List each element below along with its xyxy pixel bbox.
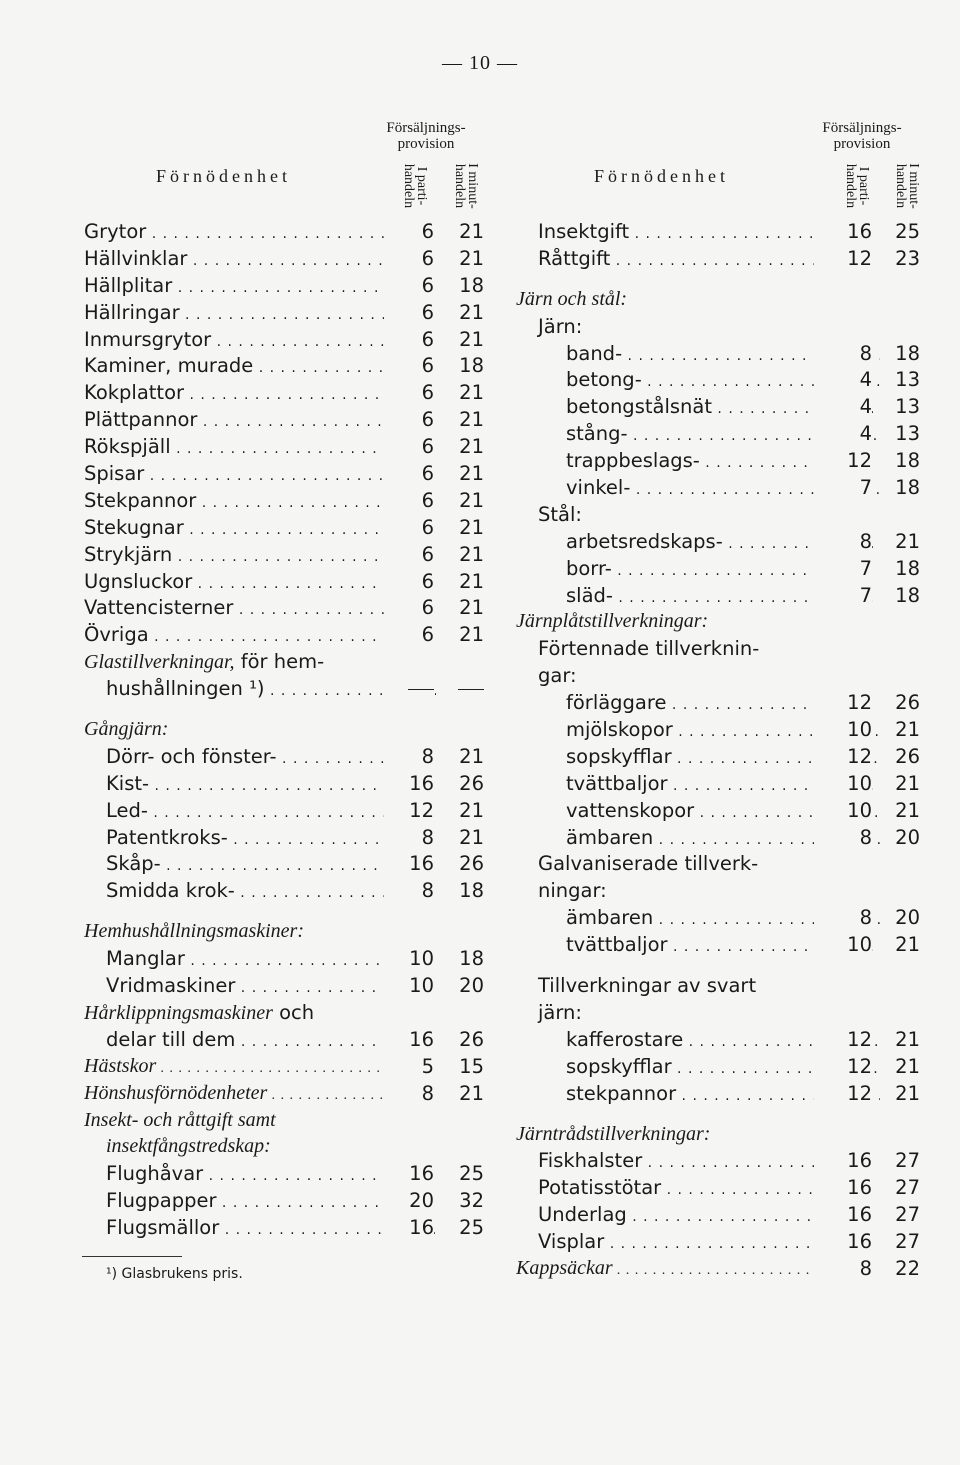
row-label: Tillverkningar av svart (538, 974, 757, 998)
wholesale-value: 20 (384, 1187, 434, 1214)
wholesale-value: 4 (814, 366, 872, 393)
table-row (516, 824, 926, 851)
retail-value: 21 (880, 1080, 920, 1107)
row-label: Galvaniserade tillverk- (538, 852, 759, 876)
wholesale-value: 6 (384, 379, 434, 406)
retail-value: 21 (444, 568, 484, 595)
table-row (84, 433, 484, 460)
wholesale-value: 16 (384, 1214, 434, 1241)
row-label: Manglar . . . (84, 945, 436, 975)
table-row (516, 1026, 926, 1053)
table-row (516, 904, 926, 931)
retail-value: 21 (444, 245, 484, 272)
wholesale-value: 6 (384, 541, 434, 568)
retail-value: 21 (444, 299, 484, 326)
retail-value: 21 (444, 743, 484, 770)
row-label: Råttgift . . . (516, 245, 856, 275)
wholesale-value: 10 (814, 931, 872, 958)
row-label: Flugpapper . . . (84, 1187, 436, 1217)
table-row (516, 474, 926, 501)
row-label: Potatisstötar . . . (516, 1174, 856, 1204)
row-label: mjölskopor . . . (516, 716, 884, 746)
retail-value: 21 (444, 621, 484, 648)
row-label: Underlag . . . (516, 1201, 856, 1231)
retail-value: 25 (444, 1160, 484, 1187)
table-row (84, 1026, 484, 1053)
wholesale-value: 6 (384, 352, 434, 379)
row-label: Hästskor . . . (84, 1053, 414, 1082)
wholesale-value: 10 (384, 945, 434, 972)
table-row (84, 568, 484, 595)
retail-value: 18 (880, 340, 920, 367)
table-row (84, 379, 484, 406)
retail-value: 22 (880, 1255, 920, 1282)
wholesale-value: 10 (384, 972, 434, 999)
section-heading (516, 850, 926, 877)
row-label: Skåp- . . . (84, 850, 436, 880)
table-row (516, 393, 926, 420)
table-row (516, 1174, 926, 1201)
table-row (84, 1187, 484, 1214)
row-label: Rökspjäll . . . (84, 433, 414, 463)
retail-value: 26 (444, 770, 484, 797)
row-label: Hemhushållningsmaskiner: (84, 920, 304, 943)
row-label: Hårklippningsmaskiner och (84, 1000, 315, 1024)
row-label: Flughåvar . . . (84, 1160, 436, 1190)
retail-value: 32 (444, 1187, 484, 1214)
wholesale-value: 8 (814, 1255, 872, 1282)
row-label: kafferostare . . . (516, 1026, 884, 1056)
section-heading (84, 648, 484, 675)
retail-value: 20 (880, 904, 920, 931)
wholesale-value: 6 (384, 460, 434, 487)
wholesale-value: 12 (814, 1080, 872, 1107)
retail-value: 26 (444, 850, 484, 877)
wholesale-value: 8 (814, 824, 872, 851)
table-row (84, 1053, 484, 1080)
row-label: tvättbaljor . . . (516, 770, 884, 800)
table-row (516, 555, 926, 582)
row-label: Järntrådstillverkningar: (516, 1122, 711, 1145)
wholesale-value: 6 (384, 326, 434, 353)
section-heading (84, 918, 484, 945)
wholesale-value: 10 (814, 716, 872, 743)
table-row (84, 1080, 484, 1107)
wholesale-value: 7 (814, 474, 872, 501)
wholesale-value: 16 (384, 850, 434, 877)
row-label: Järn: (538, 314, 583, 338)
wholesale-value: 12 (814, 447, 872, 474)
row-label: släd- . . . (516, 582, 884, 612)
retail-value: 13 (880, 420, 920, 447)
retail-value: 21 (444, 379, 484, 406)
retail-value: 18 (880, 474, 920, 501)
retail-column-header: I minut- handeln (893, 163, 921, 209)
table-row (516, 340, 926, 367)
wholesale-value: 6 (384, 245, 434, 272)
row-label: trappbeslags- . . . (516, 447, 884, 477)
row-label: Fiskhalster . . . (516, 1147, 856, 1177)
row-label: gar: (538, 664, 577, 688)
wholesale-value: 12 (384, 797, 434, 824)
wholesale-value: 6 (384, 568, 434, 595)
row-label: betong- . . . (516, 366, 884, 396)
table-row (84, 877, 484, 904)
table-row (516, 770, 926, 797)
retail-value: 15 (444, 1053, 484, 1080)
row-label: Visplar . . . (516, 1228, 856, 1258)
section-heading (516, 972, 926, 999)
retail-value: 21 (880, 931, 920, 958)
retail-column-header: I minut- handeln (452, 163, 480, 209)
wholesale-value: 4 (814, 393, 872, 420)
table-row (516, 716, 926, 743)
table-row (84, 770, 484, 797)
wholesale-value: 6 (384, 514, 434, 541)
retail-value: 18 (444, 945, 484, 972)
table-row (516, 420, 926, 447)
section-heading (516, 608, 926, 635)
row-label: Dörr- och fönster- . . . (84, 743, 436, 773)
retail-value: 21 (444, 218, 484, 245)
row-label: Stekugnar . . . (84, 514, 414, 544)
wholesale-value: 8 (384, 877, 434, 904)
row-label: Spisar . . . (84, 460, 414, 490)
retail-value: 21 (880, 797, 920, 824)
retail-value: 26 (880, 743, 920, 770)
retail-value: 27 (880, 1147, 920, 1174)
table-row (84, 326, 484, 353)
wholesale-value: 16 (814, 1174, 872, 1201)
row-label: vattenskopor . . . (516, 797, 884, 827)
page-number: — 10 — (442, 52, 518, 74)
retail-value: 13 (880, 393, 920, 420)
item-column-header: Förnödenhet (156, 166, 291, 186)
row-label: Kist- . . . (84, 770, 436, 800)
table-row (84, 621, 484, 648)
provision-header: Försäljnings- provision (386, 120, 466, 152)
row-label: band- . . . (516, 340, 884, 370)
retail-value: 27 (880, 1228, 920, 1255)
wholesale-value: 4 (814, 420, 872, 447)
table-row (516, 447, 926, 474)
table-row (516, 528, 926, 555)
wholesale-value: 10 (814, 797, 872, 824)
row-label: Hällplitar . . . (84, 272, 414, 302)
section-heading (516, 501, 926, 528)
retail-value: 13 (880, 366, 920, 393)
wholesale-value: 6 (384, 272, 434, 299)
table-row (516, 1201, 926, 1228)
table-row (516, 218, 926, 245)
wholesale-value: 12 (814, 1053, 872, 1080)
table-row (84, 1214, 484, 1241)
wholesale-value: 16 (814, 218, 872, 245)
retail-value: 21 (880, 1026, 920, 1053)
row-label: delar till dem . . . (84, 1026, 436, 1056)
retail-value: 18 (444, 352, 484, 379)
item-column-header: Förnödenhet (594, 166, 729, 186)
row-label: förläggare . . . (516, 689, 884, 719)
row-label: Led- . . . (84, 797, 436, 827)
table-row (516, 366, 926, 393)
row-label: Järn och stål: (516, 287, 628, 310)
wholesale-column-header: I parti- handeln (843, 163, 871, 209)
provision-header: Försäljnings- provision (822, 120, 902, 152)
table-row (84, 272, 484, 299)
table-row (84, 299, 484, 326)
retail-value: 27 (880, 1174, 920, 1201)
row-label: stekpannor . . . (516, 1080, 884, 1110)
table-row (84, 972, 484, 999)
table-row (84, 594, 484, 621)
row-label: Glastillverkningar, för hem- (84, 650, 325, 674)
table-row (516, 743, 926, 770)
table-row (84, 743, 484, 770)
wholesale-value: 6 (384, 594, 434, 621)
row-label: Hällringar . . . (84, 299, 414, 329)
retail-value: 21 (880, 1053, 920, 1080)
table-row (516, 1228, 926, 1255)
retail-value: 18 (444, 272, 484, 299)
retail-value: 21 (880, 770, 920, 797)
row-label: ämbaren . . . (516, 904, 884, 934)
table-row (84, 514, 484, 541)
table-row (516, 1053, 926, 1080)
table-row (84, 406, 484, 433)
row-label: Hällvinklar . . . (84, 245, 414, 275)
table-row (84, 1160, 484, 1187)
table-row (516, 797, 926, 824)
wholesale-value: 8 (814, 340, 872, 367)
row-label: sopskyfflar . . . (516, 1053, 884, 1083)
table-row (84, 218, 484, 245)
retail-value: 23 (880, 245, 920, 272)
row-label: vinkel- . . . (516, 474, 884, 504)
row-label: Insektgift . . . (516, 218, 856, 248)
retail-value: 21 (444, 594, 484, 621)
retail-value: 21 (444, 541, 484, 568)
table-row (84, 797, 484, 824)
section-heading (516, 877, 926, 904)
wholesale-value: 16 (384, 770, 434, 797)
table-row (84, 945, 484, 972)
wholesale-value: 6 (384, 218, 434, 245)
retail-value: 21 (444, 1080, 484, 1107)
row-label: Kaminer, murade . . . (84, 352, 414, 382)
row-label: Övriga . . . (84, 621, 414, 651)
table-row (84, 824, 484, 851)
row-label: stång- . . . (516, 420, 884, 450)
retail-value: 26 (444, 1026, 484, 1053)
wholesale-value: 7 (814, 582, 872, 609)
section-heading (84, 999, 484, 1026)
wholesale-value: 16 (814, 1228, 872, 1255)
row-label: Gångjärn: (84, 718, 169, 741)
wholesale-value: 16 (384, 1160, 434, 1187)
section-heading (516, 662, 926, 689)
retail-value: 20 (444, 972, 484, 999)
table-row (516, 1255, 926, 1282)
row-label: Vridmaskiner . . . (84, 972, 436, 1002)
wholesale-value: 6 (384, 487, 434, 514)
retail-value: 21 (444, 460, 484, 487)
wholesale-value: 6 (384, 406, 434, 433)
table-row (84, 245, 484, 272)
wholesale-value: 12 (814, 743, 872, 770)
table-row (84, 850, 484, 877)
retail-value: 18 (444, 877, 484, 904)
table-row (516, 245, 926, 272)
wholesale-value: 12 (814, 689, 872, 716)
section-heading (516, 1121, 926, 1148)
retail-value: 20 (880, 824, 920, 851)
retail-value: 21 (880, 528, 920, 555)
table-row (516, 1080, 926, 1107)
section-heading (516, 999, 926, 1026)
row-label: Plättpannor . . . (84, 406, 414, 436)
wholesale-value: 6 (384, 299, 434, 326)
wholesale-value: 16 (384, 1026, 434, 1053)
wholesale-value: 10 (814, 770, 872, 797)
wholesale-value: 8 (384, 1080, 434, 1107)
footnote-divider (82, 1256, 182, 1257)
row-label: hushållningen ¹) . . . (84, 675, 436, 705)
wholesale-value: 16 (814, 1147, 872, 1174)
row-label: arbetsredskaps- . . . (516, 528, 884, 558)
table-row (84, 541, 484, 568)
wholesale-column-header: I parti- handeln (401, 163, 429, 209)
row-label: Inmursgrytor . . . (84, 326, 414, 356)
retail-value: 26 (880, 689, 920, 716)
table-row (84, 487, 484, 514)
row-label: Stekpannor . . . (84, 487, 414, 517)
wholesale-value (384, 675, 434, 702)
section-heading (516, 313, 926, 340)
retail-value: 27 (880, 1201, 920, 1228)
row-label: Hönshusförnödenheter . . . (84, 1080, 414, 1109)
wholesale-value: 16 (814, 1201, 872, 1228)
wholesale-value: 8 (384, 743, 434, 770)
row-label: Patentkroks- . . . (84, 824, 436, 854)
retail-value: 21 (444, 487, 484, 514)
right-table (516, 218, 926, 1282)
footnote: ¹) Glasbrukens pris. (106, 1266, 243, 1282)
row-label: Järnplåtstillverkningar: (516, 610, 709, 633)
table-row (84, 675, 484, 702)
section-heading (84, 716, 484, 743)
wholesale-value: 12 (814, 245, 872, 272)
wholesale-value: 6 (384, 433, 434, 460)
row-label: ningar: (538, 879, 607, 903)
row-label: Grytor . . . (84, 218, 414, 248)
retail-value: 25 (444, 1214, 484, 1241)
section-heading (84, 1107, 484, 1134)
row-label: Förtennade tillverknin- (538, 637, 760, 661)
retail-value: 21 (444, 433, 484, 460)
retail-value: 21 (444, 824, 484, 851)
retail-value: 21 (880, 716, 920, 743)
retail-value: 18 (880, 582, 920, 609)
row-label: tvättbaljor . . . (516, 931, 884, 961)
row-label: Ugnsluckor . . . (84, 568, 414, 598)
wholesale-value: 8 (814, 528, 872, 555)
row-label: Kappsäckar . . . (516, 1255, 834, 1284)
row-label: betongstålsnät . . . (516, 393, 884, 423)
row-label: Smidda krok- . . . (84, 877, 436, 907)
section-heading (84, 1133, 484, 1160)
row-label: sopskyfflar . . . (516, 743, 884, 773)
table-row (516, 931, 926, 958)
row-label: Insekt- och råttgift samt (84, 1108, 276, 1131)
retail-value: 21 (444, 326, 484, 353)
row-label: Stål: (538, 502, 582, 526)
row-label: borr- . . . (516, 555, 884, 585)
table-row (516, 689, 926, 716)
wholesale-value: 5 (384, 1053, 434, 1080)
row-label: insektfångstredskap: (106, 1135, 271, 1158)
table-row (84, 460, 484, 487)
retail-value (444, 675, 484, 702)
row-label: Vattencisterner . . . (84, 594, 414, 624)
retail-value: 21 (444, 514, 484, 541)
row-label: järn: (538, 1000, 582, 1024)
left-table (84, 218, 484, 1241)
row-label: Flugsmällor . . . (84, 1214, 436, 1244)
row-label: Kokplattor . . . (84, 379, 414, 409)
section-heading (516, 286, 926, 313)
wholesale-value: 8 (814, 904, 872, 931)
wholesale-value: 7 (814, 555, 872, 582)
retail-value: 18 (880, 447, 920, 474)
table-row (84, 352, 484, 379)
section-heading (516, 635, 926, 662)
wholesale-value: 8 (384, 824, 434, 851)
wholesale-value: 6 (384, 621, 434, 648)
retail-value: 21 (444, 406, 484, 433)
row-label: Strykjärn . . . (84, 541, 414, 571)
table-row (516, 582, 926, 609)
wholesale-value: 12 (814, 1026, 872, 1053)
retail-value: 21 (444, 797, 484, 824)
table-row (516, 1147, 926, 1174)
retail-value: 25 (880, 218, 920, 245)
retail-value: 18 (880, 555, 920, 582)
row-label: ämbaren . . . (516, 824, 884, 854)
